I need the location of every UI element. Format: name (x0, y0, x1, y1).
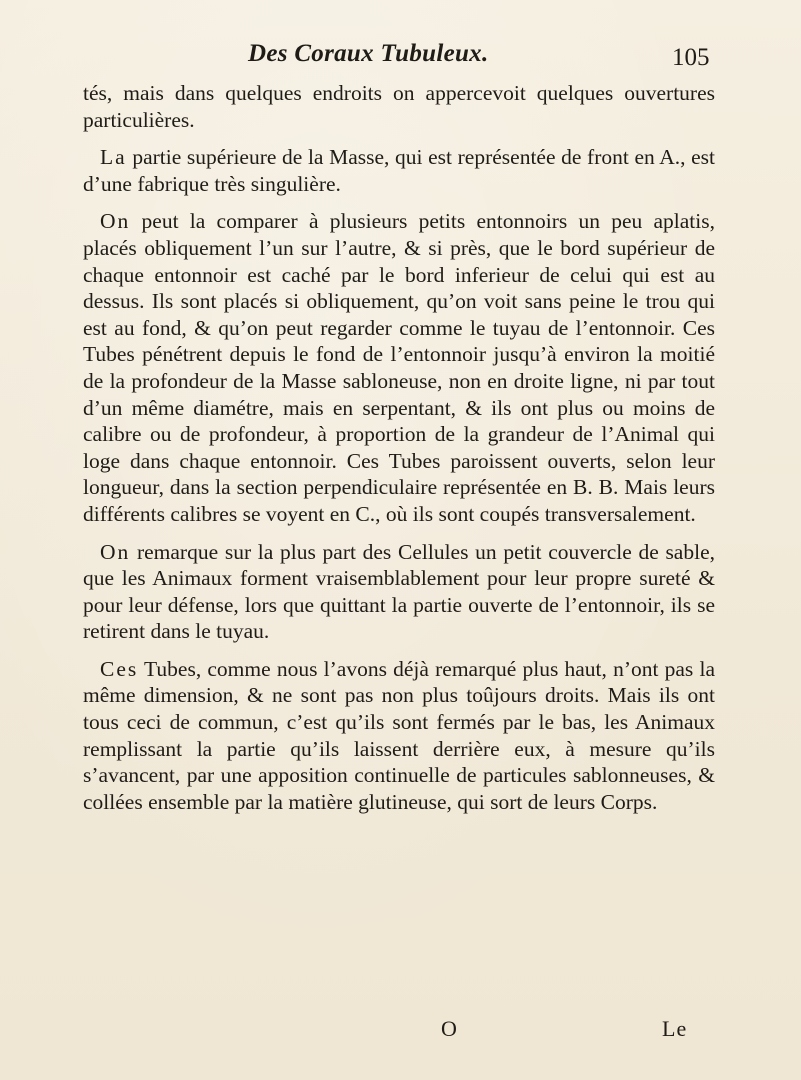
paragraph-text: remarque sur la plus part des Cellules un petit couvercle de sable, que les Animaux forment vraisemblablement pour leur propre sureté & pour leur défense, lors que quittant la partie ouverte de l’entonnoir, ils se retirent dans le tuyau. (83, 539, 715, 644)
paragraph-text: partie supérieure de la Masse, qui est représentée de front en A., est d’une fabrique très singulière. (83, 145, 715, 196)
paragraph-lead-word: Ces (100, 656, 139, 681)
paragraph-text: tés, mais dans quelques endroits on appercevoit quelques ouvertures particulières. (83, 81, 715, 132)
paragraph-4 (83, 539, 715, 645)
body-text (83, 80, 715, 815)
page-header (0, 40, 801, 80)
paragraph-3 (83, 208, 715, 527)
page-number: 105 (672, 44, 710, 71)
paragraph-text: peut la comparer à plusieurs petits entonnoirs un peu aplatis, placés obliquement l’un sur l’autre, & si près, que le bord supérieur de chaque entonnoir est caché par le bord inferieur de celui qui est au dessus. Ils sont placés si obliquement, qu’on voit sans peine le trou qui est au fond, & qu’on peut regarder comme le tuyau de l’entonnoir. Ces Tubes pénétrent depuis le fond de l’entonnoir jusqu’à environ la moitié de la profondeur de la Masse sabloneuse, non en droite ligne, ni par tout d’un même diamétre, mais en serpentant, & ils ont plus ou moins de calibre ou de profondeur, à proportion de la grandeur de l’Animal qui loge dans chaque entonnoir. Ces Tubes paroissent ouverts, selon leur longueur, dans la section perpendiculaire représentée en B. B. Mais leurs différents calibres se voyent en C., où ils sont coupés transversalement. (83, 209, 715, 526)
paragraph-2 (83, 144, 715, 197)
paragraph-5 (83, 656, 715, 816)
paragraph-lead-word: La (100, 145, 127, 170)
paragraph-text: Tubes, comme nous l’avons déjà remarqué plus haut, n’ont pas la même dimension, & ne sont pas non plus toûjours droits. Mais ils ont tous ceci de commun, c’est qu’ils sont fermés par le bas, les Animaux remplissant la partie qu’ils laissent derrière eux, à mesure qu’ils s’avancent, par une apposition continuelle de particules sablonneuses, & collées ensemble par la matière glutineuse, qui sort de leurs Corps. (83, 656, 715, 814)
paragraph-lead-word: On (100, 539, 131, 564)
catchword: Le (662, 1016, 688, 1041)
running-title: Des Coraux Tubuleux. (248, 40, 489, 67)
paragraph-lead-word: On (100, 209, 131, 234)
page-footer (0, 1016, 801, 1046)
paragraph-1 (83, 80, 715, 133)
signature-mark: O (441, 1016, 457, 1041)
